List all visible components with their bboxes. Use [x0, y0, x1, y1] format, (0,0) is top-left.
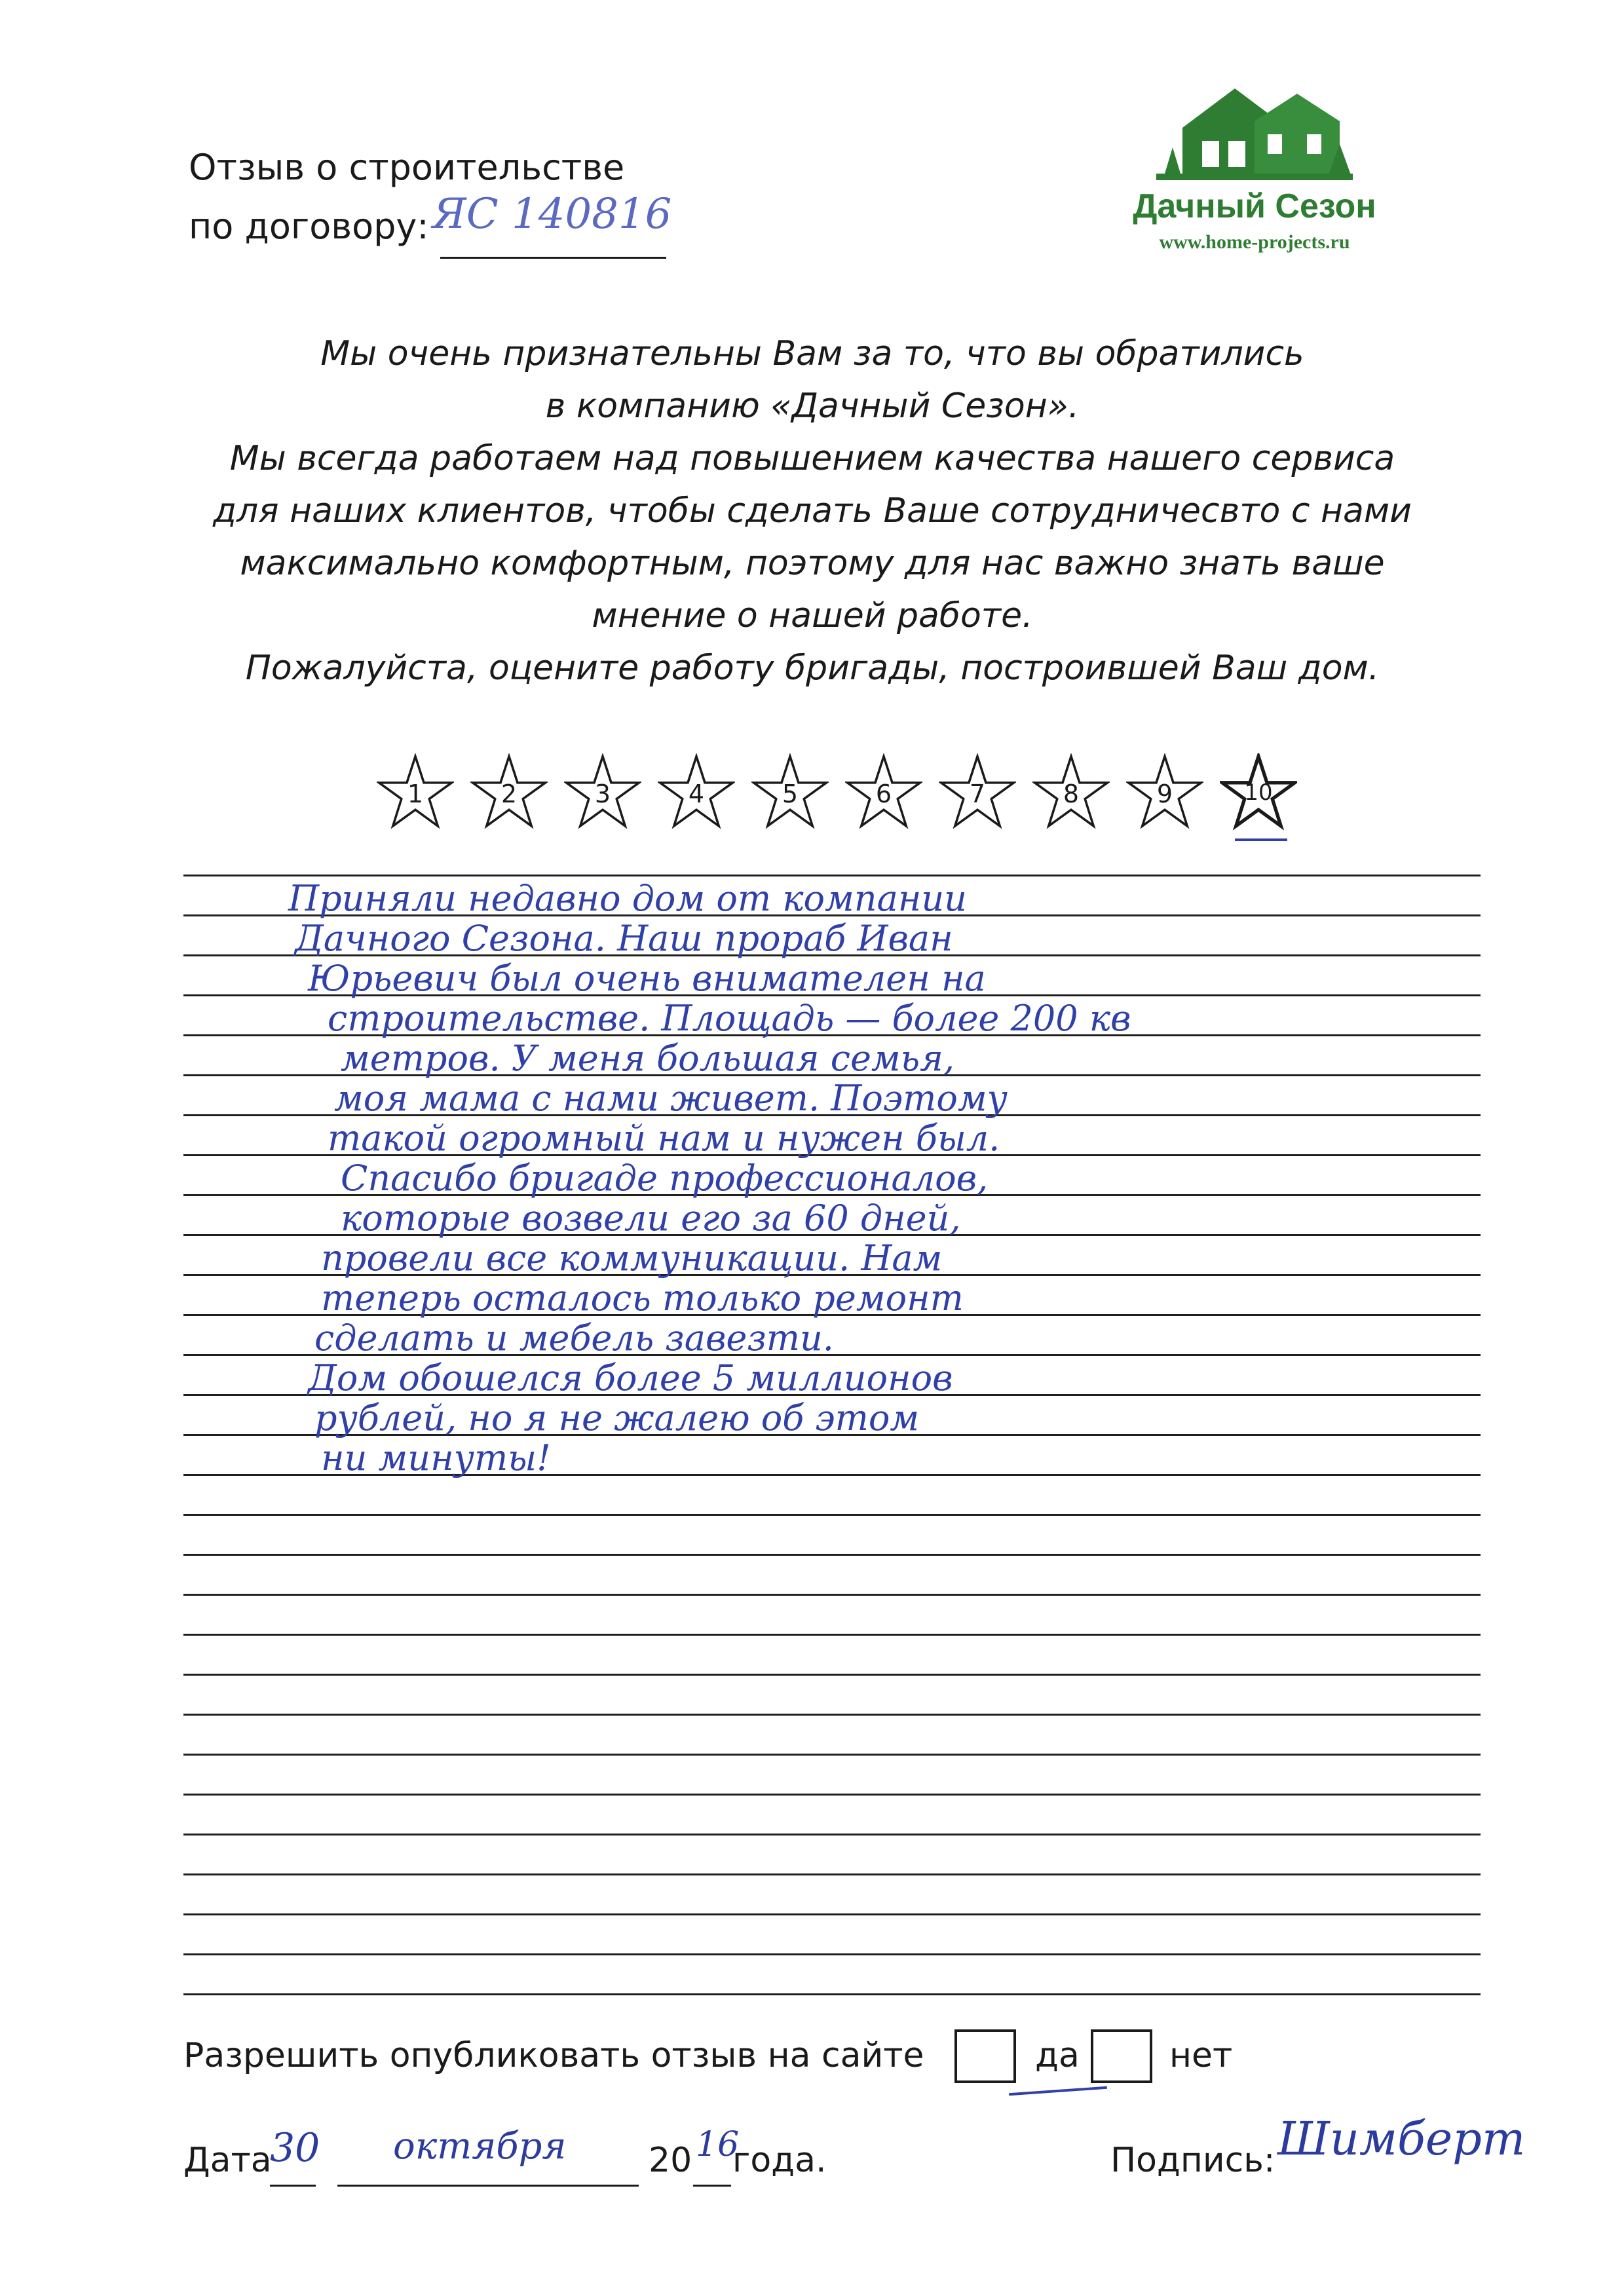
review-line: Юрьевич был очень внимателен на [308, 958, 986, 999]
intro-line: максимально комфортным, поэтому для нас важно знать ваше [240, 544, 1385, 583]
intro-line: Мы очень признательны Вам за то, что вы обратились [320, 334, 1304, 373]
ruled-line [183, 1953, 1481, 1955]
rating-star-7[interactable] [939, 753, 1016, 831]
review-line: провели все коммуникации. Нам [321, 1237, 943, 1279]
ruled-line [183, 875, 1481, 876]
review-line: которые возвели его за 60 дней, [341, 1197, 961, 1239]
selected-star-mark [1235, 838, 1287, 841]
year-prefix: 20 [649, 2141, 692, 2180]
intro-line: Пожалуйста, оцените работу бригады, построившей Ваш дом. [245, 649, 1380, 688]
brand-name: Дачный Сезон [1133, 187, 1376, 225]
publish-label: Разрешить опубликовать отзыв на сайте [183, 2036, 924, 2075]
intro-line: мнение о нашей работе. [592, 596, 1033, 635]
contract-number-field[interactable]: ЯС 140816 [432, 190, 672, 238]
date-month-underline [337, 2185, 639, 2187]
brand-url[interactable]: www.home-projects.ru [1159, 231, 1350, 253]
star-number: 3 [594, 780, 611, 808]
ruled-line [183, 1913, 1481, 1915]
year-end-label: года. [732, 2141, 827, 2180]
intro-line: Мы всегда работаем над повышением качества нашего сервиса [229, 439, 1395, 478]
rating-star-4[interactable] [658, 753, 735, 831]
review-line: моя мама с нами живет. Поэтому [334, 1078, 1008, 1119]
publish-no-checkbox[interactable] [1091, 2029, 1152, 2083]
intro-line: для наших клиентов, чтобы сделать Ваше сотрудничесвто с нами [213, 491, 1412, 531]
review-line: строительстве. Площадь — более 200 кв [328, 998, 1131, 1039]
year-field[interactable]: 16 [696, 2125, 740, 2164]
publish-yes-checkbox[interactable] [954, 2029, 1016, 2083]
star-number: 1 [407, 780, 424, 808]
date-day-underline [270, 2185, 316, 2187]
ruled-line [183, 1754, 1481, 1756]
contract-label: по договору: [189, 206, 429, 247]
date-day-field[interactable]: 30 [270, 2125, 320, 2171]
rating-star-1[interactable] [377, 753, 454, 831]
rating-star-9[interactable] [1126, 753, 1203, 831]
ruled-line [183, 1674, 1481, 1676]
ruled-line [183, 1514, 1481, 1516]
review-line: ни минуты! [321, 1437, 551, 1478]
ruled-line [183, 1794, 1481, 1796]
date-month-field[interactable]: октября [393, 2125, 567, 2168]
ruled-line [183, 1594, 1481, 1596]
rating-star-8[interactable] [1032, 753, 1110, 831]
rating-star-3[interactable] [564, 753, 641, 831]
ruled-line [183, 1634, 1481, 1636]
star-number: 5 [782, 780, 799, 808]
year-underline [693, 2185, 731, 2187]
review-line: сделать и мебель завезти. [314, 1317, 834, 1359]
star-number: 7 [969, 780, 986, 808]
signature-field[interactable]: Шимберт [1277, 2112, 1526, 2166]
rating-star-2[interactable] [470, 753, 548, 831]
house-icon [1156, 82, 1353, 180]
publish-yes-mark [1009, 2086, 1107, 2096]
star-number: 6 [875, 780, 892, 808]
review-line: Спасибо бригаде профессионалов, [341, 1157, 989, 1199]
rating-star-5[interactable] [751, 753, 829, 831]
review-line: Приняли недавно дом от компании [288, 878, 967, 919]
star-number: 10 [1244, 780, 1273, 806]
review-line: Дачного Сезона. Наш прораб Иван [295, 918, 953, 959]
ruled-line [183, 1554, 1481, 1556]
publish-yes-label: да [1035, 2036, 1080, 2075]
form-title: Отзыв о строительстве [189, 147, 625, 188]
star-number: 8 [1063, 780, 1080, 808]
star-number: 9 [1156, 780, 1173, 808]
review-line: такой огромный нам и нужен был. [328, 1118, 1000, 1159]
ruled-line [183, 1993, 1481, 1995]
ruled-line [183, 1714, 1481, 1716]
rating-star-10[interactable] [1220, 753, 1297, 831]
review-line: теперь осталось только ремонт [321, 1277, 964, 1319]
review-line: Дом обошелся более 5 миллионов [308, 1357, 953, 1399]
ruled-line [183, 1873, 1481, 1875]
intro-text [170, 328, 1454, 694]
star-number: 4 [688, 780, 705, 808]
company-logo [1127, 82, 1382, 259]
date-label: Дата [183, 2141, 272, 2180]
intro-line: в компанию «Дачный Сезон». [545, 386, 1080, 426]
ruled-line [183, 1834, 1481, 1835]
review-line: метров. У меня большая семья, [341, 1038, 954, 1079]
signature-label: Подпись: [1110, 2141, 1275, 2180]
rating-star-6[interactable] [845, 753, 922, 831]
review-line: рублей, но я не жалею об этом [314, 1397, 920, 1439]
contract-underline [440, 257, 666, 259]
star-number: 2 [500, 780, 518, 808]
publish-no-label: нет [1169, 2036, 1233, 2075]
